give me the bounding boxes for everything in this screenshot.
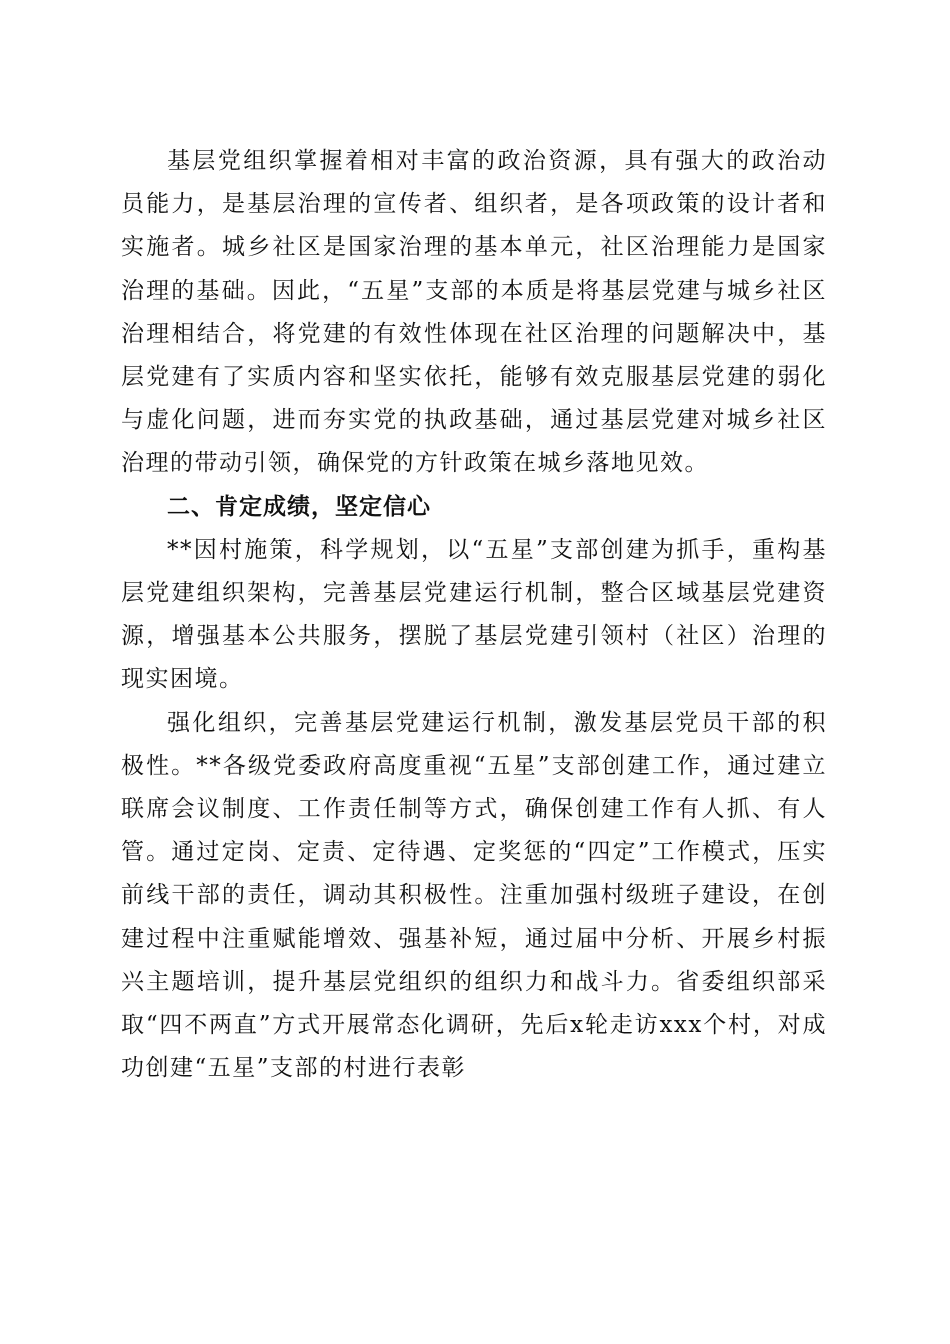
- section-heading-achievements: 二、肯定成绩，坚定信心: [167, 493, 431, 520]
- document-body: [121, 140, 827, 1090]
- paragraph-grassroots-party-role: 基层党组织掌握着相对丰富的政治资源，具有强大的政治动员能力，是基层治理的宣传者、组织者，是各项政策的设计者和实施者。城乡社区是国家治理的基本单元，社区治理能力是国家治理的基础。因此，“五星”支部的本质是将基层党建与城乡社区治理相结合，将党建的有效性体现在社区治理的问题解决中，基层党建有了实质内容和坚实依托，能够有效克服基层党建的弱化与虚化问题，进而夯实党的执政基础，通过基层党建对城乡社区治理的带动引领，确保党的方针政策在城乡落地见效。: [121, 148, 827, 477]
- paragraph-village-policies: **因村施策，科学规划，以“五星”支部创建为抓手，重构基层党建组织架构，完善基层党建运行机制，整合区域基层党建资源，增强基本公共服务，摆脱了基层党建引领村（社区）治理的现实困境。: [121, 536, 827, 693]
- paragraph-strengthen-organization: 强化组织，完善基层党建运行机制，激发基层党员干部的积极性。**各级党委政府高度重视“五星”支部创建工作，通过建立联席会议制度、工作责任制等方式，确保创建工作有人抓、有人管。通过定岗、定责、定待遇、定奖惩的“四定”工作模式，压实前线干部的责任，调动其积极性。注重加强村级班子建设，在创建过程中注重赋能增效、强基补短，通过届中分析、开展乡村振兴主题培训，提升基层党组织的组织力和战斗力。省委组织部采取“四不两直”方式开展常态化调研，先后x轮走访xxx个村，对成功创建“五星”支部的村进行表彰: [121, 709, 827, 1082]
